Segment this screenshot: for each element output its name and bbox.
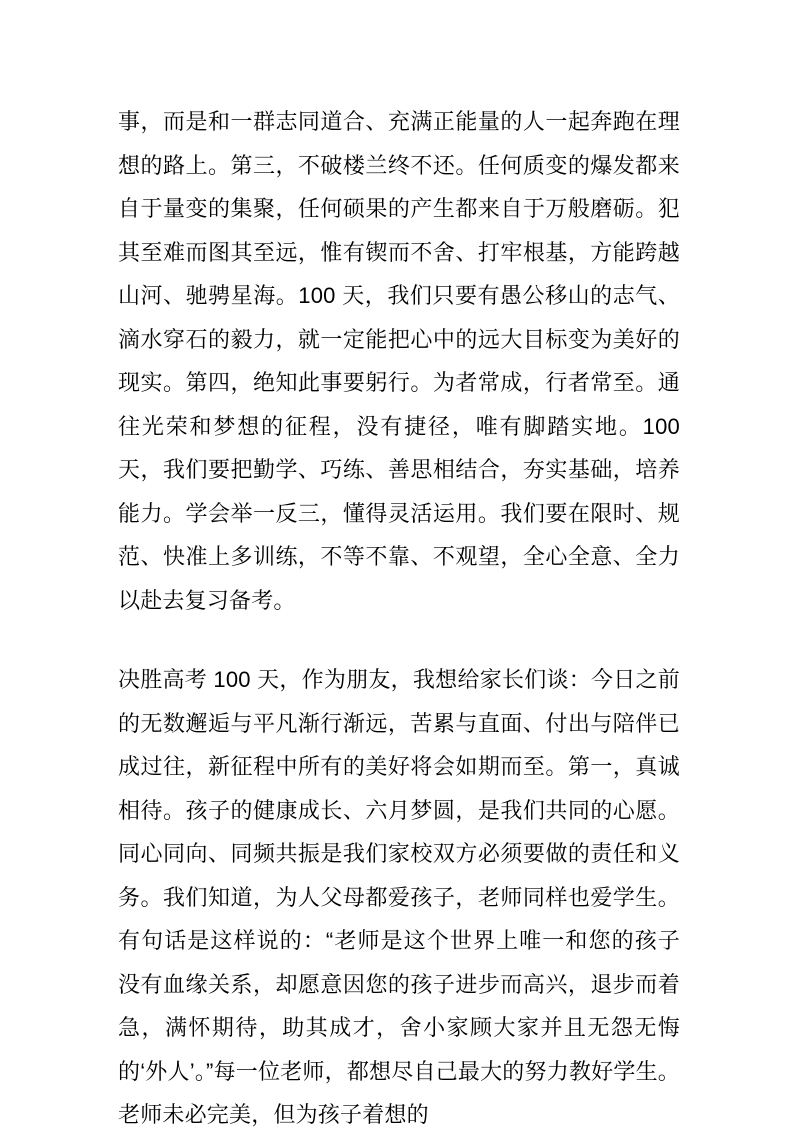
paragraph-message-to-parents: 决胜高考 100 天，作为朋友，我想给家长们谈：今日之前的无数邂逅与平凡渐行渐远，苦累与直面、付出与陪伴已成过往，新征程中所有的美好将会如期而至。第一，真诚相待。孩子的健康成长、六月梦圆，是我们共同的心愿。同心同向、同频共振是我们家校双方必须要做的责任和义务。我们知道，为人父母都爱孩子，老师同样也爱学生。有句话是这样说的：“老师是这个世界上唯一和您的孩子没有血缘关系，却愿意因您的孩子进步而高兴，退步而着急，满怀期待，助其成才，舍小家顾大家并且无怨无悔的‘外人’。”每一位老师，都想尽自己最大的努力教好学生。老师未必完美，但为孩子着想的 [118, 667, 680, 1127]
paragraph-exam-preparation: 事，而是和一群志同道合、充满正能量的人一起奔跑在理想的路上。第三，不破楼兰终不还。任何质变的爆发都来自于量变的集聚，任何硕果的产生都来自于万般磨砺。犯其至难而图其至远，惟有锲而不舍、打牢根基，方能跨越山河、驰骋星海。100 天，我们只要有愚公移山的志气、滴水穿石的毅力，就一定能把心中的远大目标变为美好的现实。第四，绝知此事要躬行。为者常成，行者常至。通往光荣和梦想的征程，没有捷径，唯有脚踏实地。100 天，我们要把勤学、巧练、善思相结合，夯实基础，培养能力。学会举一反三，懂得灵活运用。我们要在限时、规范、快准上多训练，不等不靠、不观望，全心全意、全力以赴去复习备考。 [118, 109, 680, 613]
